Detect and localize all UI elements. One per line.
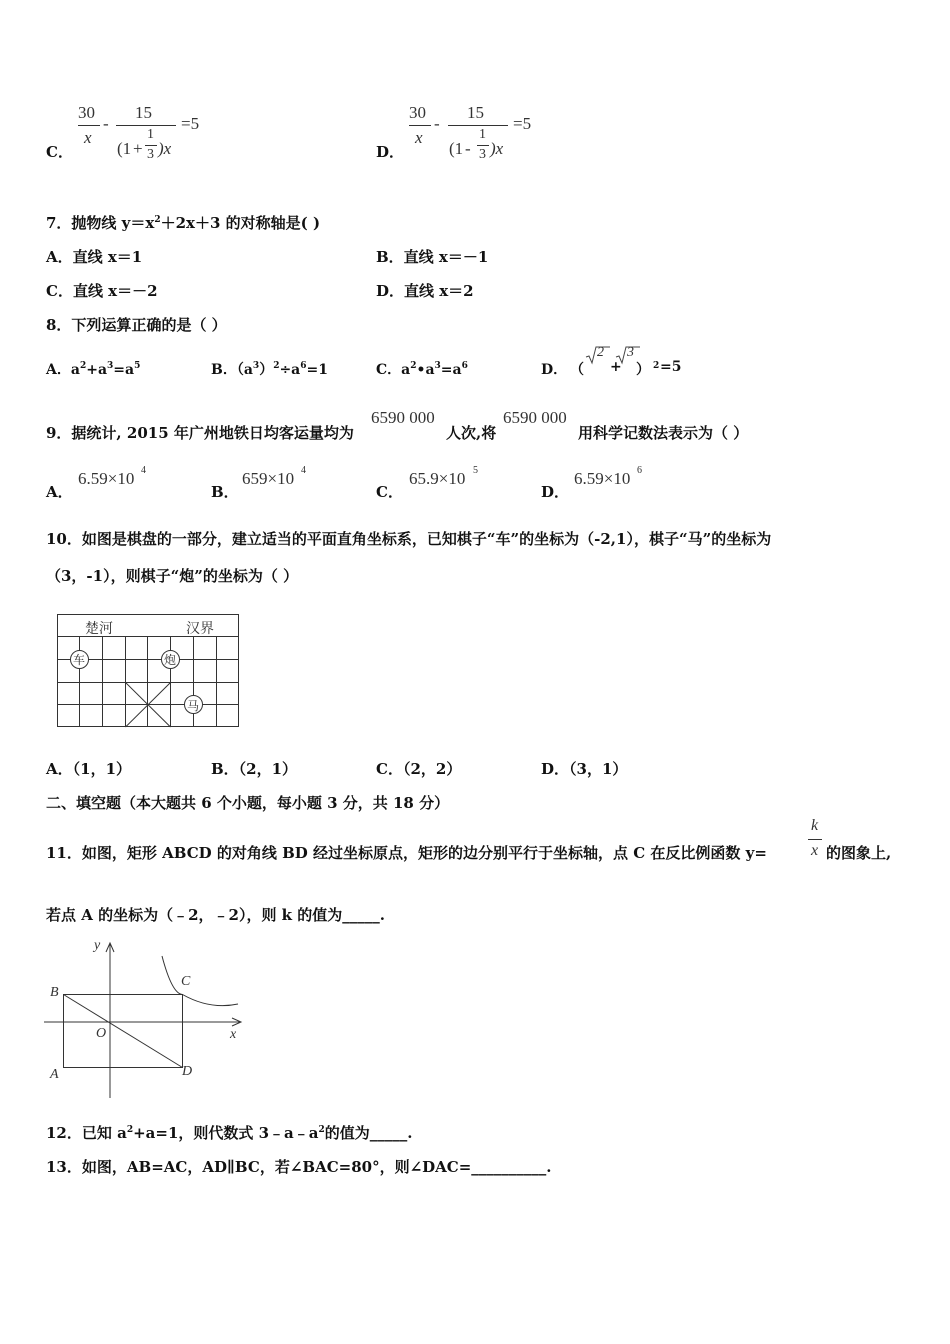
fraction-denominator: x: [84, 128, 92, 147]
expr: =1: [306, 362, 329, 378]
exponent: 2: [126, 1125, 134, 1135]
question-stem: [46, 212, 320, 233]
point-label-c: C: [181, 974, 191, 989]
denominator-part: )x: [490, 139, 504, 158]
stem-line: 若点 A 的坐标为（﹣2，﹣2），则 k 的值为_____.: [46, 906, 386, 924]
question-stem: 8．下列运算正确的是（ ）: [46, 316, 227, 334]
stem-part: 7．抛物线 y＝x: [46, 214, 155, 232]
stem-part: 用科学记数法表示为（ ）: [578, 424, 749, 442]
stem-part: 的值为_____.: [324, 1124, 413, 1142]
denominator-part: )x: [158, 139, 172, 158]
stem-part: 9．据统计, 2015 年广州地铁日均客运量均为: [46, 424, 354, 442]
number-value: 6590 000: [503, 408, 567, 427]
point-label-a: A: [50, 1067, 59, 1082]
expr: a: [401, 362, 411, 378]
expr: =a: [440, 362, 462, 378]
expr: a: [70, 362, 80, 378]
option-letter: B．: [211, 362, 237, 378]
exponent: 4: [301, 465, 306, 476]
option-letter: B．: [211, 483, 239, 501]
expr: =5: [660, 359, 682, 375]
page: C． 30 x - 15 (1 + 1 3 )x =5 D． 30 x - 15 (1 - 1 3 )x =5 7．抛物线 $y=x^2+2x+3$ 的对称轴是( ) A．直线 x＝1 B．直线 x＝－1 C．直线 x＝－2 D．直线 x＝2 8．下列运算正确的是（ ） A．$a^2+a^3=a^5$ B．$(a^3)^2\div a^6=1$ C．$a^2•a^3=a^6$ D． （ 2 + 3 ） 2 =5 9．据统计, 2015 年广州地铁日均客运量均为 6590 000 人次,将 6590 000 用科学记数法表示为（ ） A． 6.59×10 4 B． 659×10 4 C． 65.9×10 5 D． 6.59×10 6 10．如图是棋盘的一部分，建立适当的平面直角坐标系，已知棋子“车”的坐标为（-2,1），棋子“马”的坐标为 （3，-1），则棋子“炮”的坐标为（ ） 楚河 汉界 车 炮 马 A．（1，1） B．（2，1） C．（2，2） D．（3，1） 二、填空题（本大题共 6 个小题，每小题 3 分，共 18 分） 11．如图，矩形 ABCD 的对角线 BD 经过坐标原点，矩形的边分别平行于坐标轴，点 C 在反比例函数 y= k x 的图象上, 若点 A 的坐标为（﹣2，﹣2），则 k 的值为_____. y x O A B C D 12．已知 $a^2+a=1$，则代数式 $3﹣a﹣a^2$的值为_____. 13．如图，AB=AC，AD∥BC，若∠BAC=80°，则∠DAC=__________.: [0, 0, 950, 1344]
paren-close: ）: [636, 362, 650, 378]
hyperbola-curve: [162, 956, 238, 1006]
option-c[interactable]: [376, 359, 468, 379]
minus-sign: -: [434, 114, 440, 133]
stem-part: 12．已知 a: [46, 1124, 127, 1142]
number-value: 6590 000: [371, 408, 435, 427]
option-c[interactable]: C．（2，2）: [376, 760, 462, 778]
stem-part: 的图象上,: [826, 844, 892, 862]
point-label-b: B: [50, 985, 59, 1000]
axis-label-x: x: [230, 1027, 237, 1042]
option-d[interactable]: D．直线 x＝2: [376, 282, 474, 300]
stem-part: +a=1，则代数式 3﹣a﹣a: [133, 1124, 319, 1142]
piece-pao: 炮: [164, 653, 177, 667]
plus-sign: +: [610, 359, 622, 375]
point-label-d: D: [182, 1064, 193, 1079]
equation-rhs: =5: [513, 114, 532, 133]
exponent: 4: [141, 465, 146, 476]
expr: +a: [86, 362, 108, 378]
sci-value: 659×10: [242, 469, 295, 488]
exponent: 5: [134, 361, 141, 371]
expr: =a: [113, 362, 135, 378]
denominator-operator: +: [133, 139, 143, 158]
stem-line: （3，-1），则棋子“炮”的坐标为（ ）: [46, 567, 299, 585]
diagonal-bd: [64, 995, 183, 1068]
fraction-numerator: 15: [467, 103, 484, 122]
piece-che: 车: [73, 653, 86, 667]
option-letter: D．: [541, 362, 568, 378]
axis-label-y: y: [94, 938, 101, 953]
expr: ÷a: [279, 362, 301, 378]
fraction-numerator: k: [811, 817, 819, 834]
option-d[interactable]: D．（3，1）: [541, 760, 628, 778]
fraction-numerator: 30: [409, 103, 426, 122]
stem-part: 11．如图，矩形 ABCD 的对角线 BD 经过坐标原点，矩形的边分别平行于坐标轴，点 C 在反比例函数 y=: [46, 844, 767, 862]
question-13: 13．如图，AB=AC，AD∥BC，若∠BAC=80°，则∠DAC=__________.: [46, 1158, 552, 1176]
exponent: 3: [252, 361, 260, 371]
option-letter: C．: [376, 362, 402, 378]
fraction-denominator: x: [415, 128, 423, 147]
fraction-numerator: 30: [78, 103, 95, 122]
sci-value: 65.9×10: [409, 469, 466, 488]
exponent: 2: [410, 361, 417, 371]
sci-value: 6.59×10: [574, 469, 631, 488]
fraction-numerator: 15: [135, 103, 152, 122]
radicand: 3: [627, 345, 634, 360]
stem-line: 10．如图是棋盘的一部分，建立适当的平面直角坐标系，已知棋子“车”的坐标为（-2,1），棋子“马”的坐标为: [46, 530, 772, 548]
exponent: 6: [637, 465, 642, 476]
exponent: 3: [107, 361, 114, 371]
option-a[interactable]: A．直线 x＝1: [46, 248, 143, 266]
denominator-part: (1: [117, 139, 132, 158]
small-fraction-num: 1: [479, 127, 486, 142]
equation-rhs: =5: [181, 114, 200, 133]
exponent: 2: [318, 1125, 325, 1135]
piece-ma: 马: [187, 699, 200, 713]
exponent: 2: [154, 215, 161, 225]
option-letter: C．: [376, 483, 403, 501]
river-label-left: 楚河: [85, 621, 113, 637]
exponent: 6: [461, 361, 468, 371]
paren-open: （: [570, 362, 584, 378]
option-a[interactable]: [46, 359, 140, 379]
sci-value: 6.59×10: [78, 469, 135, 488]
rectangle-hyperbola-figure: [40, 938, 250, 1103]
option-c[interactable]: C．直线 x＝－2: [46, 282, 158, 300]
option-b[interactable]: [211, 359, 328, 379]
river-label-right: 汉界: [186, 621, 214, 637]
small-fraction-den: 3: [147, 147, 154, 162]
exponent: 3: [434, 361, 441, 371]
small-fraction-num: 1: [147, 127, 154, 142]
denominator-part: (1: [449, 139, 464, 158]
section-heading: 二、填空题（本大题共 6 个小题，每小题 3 分，共 18 分）: [46, 794, 450, 812]
exponent: 2: [79, 361, 87, 371]
stem-part: 人次,将: [446, 424, 497, 442]
option-b[interactable]: B．直线 x＝－1: [376, 248, 489, 266]
option-letter: D．: [541, 483, 570, 501]
exponent: 2: [273, 361, 280, 371]
option-b[interactable]: B．（2，1）: [211, 760, 298, 778]
point-label-o: O: [96, 1026, 107, 1041]
expr: （a: [236, 362, 253, 378]
minus-sign: -: [103, 114, 109, 133]
expr: •a: [416, 362, 435, 378]
radicand: 2: [597, 345, 604, 360]
exponent: 6: [300, 361, 307, 371]
question-12: [46, 1122, 413, 1143]
small-fraction-den: 3: [479, 147, 486, 162]
option-letter: A．: [46, 483, 73, 501]
option-letter: D．: [376, 143, 405, 161]
option-letter: C．: [46, 143, 73, 161]
expr: ）: [259, 362, 274, 378]
exponent: 5: [473, 465, 478, 476]
option-letter: A．: [46, 362, 71, 378]
option-a[interactable]: A．（1，1）: [46, 760, 132, 778]
stem-part: ＋2x＋3 的对称轴是( ): [160, 214, 321, 232]
fraction-denominator: x: [811, 842, 819, 859]
denominator-operator: -: [465, 139, 471, 158]
